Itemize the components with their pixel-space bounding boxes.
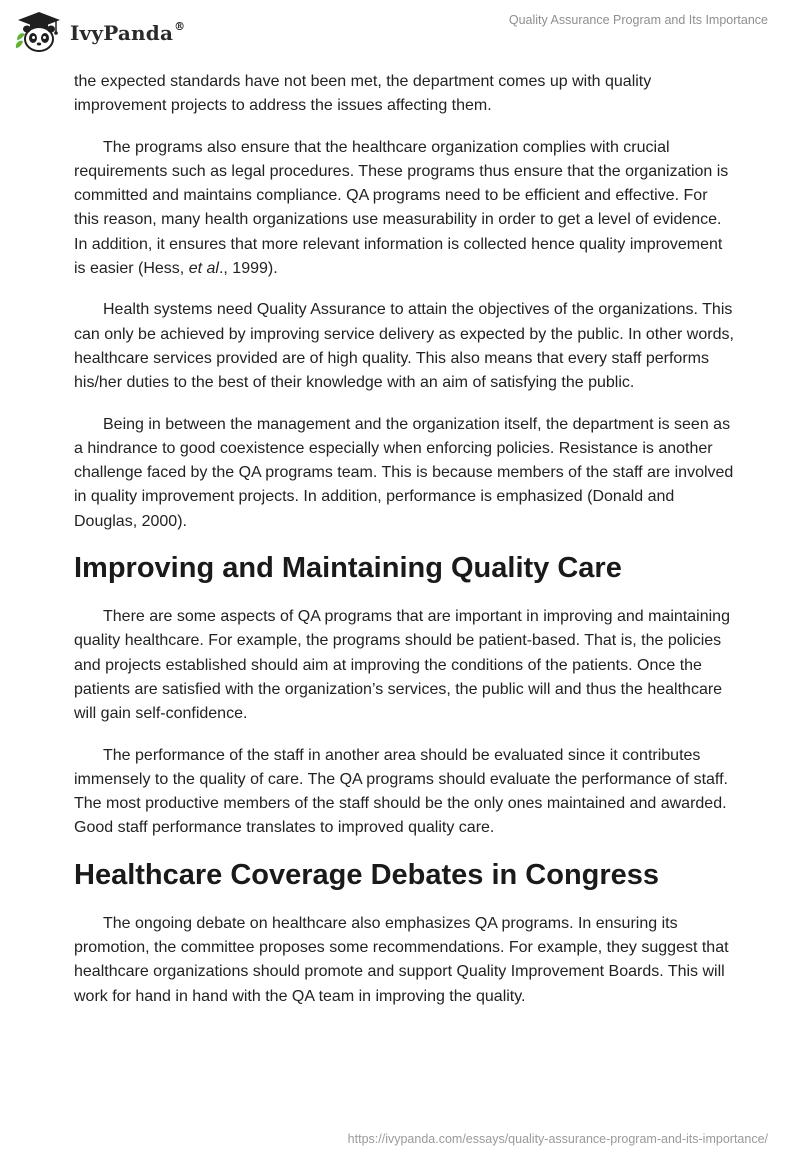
italic-citation: et al [188,260,219,278]
source-url[interactable]: https://ivypanda.com/essays/quality-assurance-program-and-its-importance/ [347,1132,768,1146]
ivypanda-logo[interactable] [14,10,185,54]
paragraph: The programs also ensure that the healthcare organization complies with crucial requirements such as legal procedures. These programs thus ensure that the organization is committed and maintains compliance. QA programs need to be efficient and effective. For this reason, many health organizations use measurability in order to get a level of evidence. In addition, it ensures that more relevant information is collected hence quality improvement is easier (Hess, et al., 1999). [74,138,729,278]
section-heading: Healthcare Coverage Debates in Congress [74,858,660,891]
paragraph: the expected standards have not been met, the department comes up with quality improvement projects to address the issues affecting them. [74,73,652,115]
section-heading: Improving and Maintaining Quality Care [74,552,622,585]
essay-body [74,70,734,1026]
paragraph: Being in between the management and the organization itself, the department is seen as a hindrance to good coexistence especially when enforcing policies. Resistance is another challenge faced by the QA programs team. This is because members of the staff are involved in quality improvement projects. In addition, performance is emphasized (Donald and Douglas, 2000). [74,415,734,530]
paragraph: Health systems need Quality Assurance to attain the objectives of the organizations. This can only be achieved by improving service delivery as expected by the public. In other words, healthcare services provided are of high quality. This also means that every staff performs his/her duties to the best of their knowledge with an aim of satisfying the public. [74,301,734,392]
panda-graduate-icon [14,10,64,54]
paragraph: The ongoing debate on healthcare also emphasizes QA programs. In ensuring its promotion, the committee proposes some recommendations. For example, they suggest that healthcare organizations should promote and support Quality Improvement Boards. This will work for hand in hand with the QA team in improving the quality. [74,914,729,1005]
brand-name: IvyPanda® [70,19,186,45]
page-header [0,0,800,70]
paragraph: There are some aspects of QA programs that are important in improving and maintaining quality healthcare. For example, the programs should be patient-based. That is, the policies and projects established should aim at improving the conditions of the patients. Once the patients are satisfied with the organization’s services, the public will and thus the healthcare will gain self-confidence. [74,608,730,723]
document-title: Quality Assurance Program and Its Importance [508,13,768,27]
paragraph: The performance of the staff in another area should be evaluated since it contributes immensely to the quality of care. The QA programs should evaluate the performance of staff. The most productive members of the staff should be the only ones maintained and awarded. Good staff performance translates to improved quality care. [74,746,728,837]
